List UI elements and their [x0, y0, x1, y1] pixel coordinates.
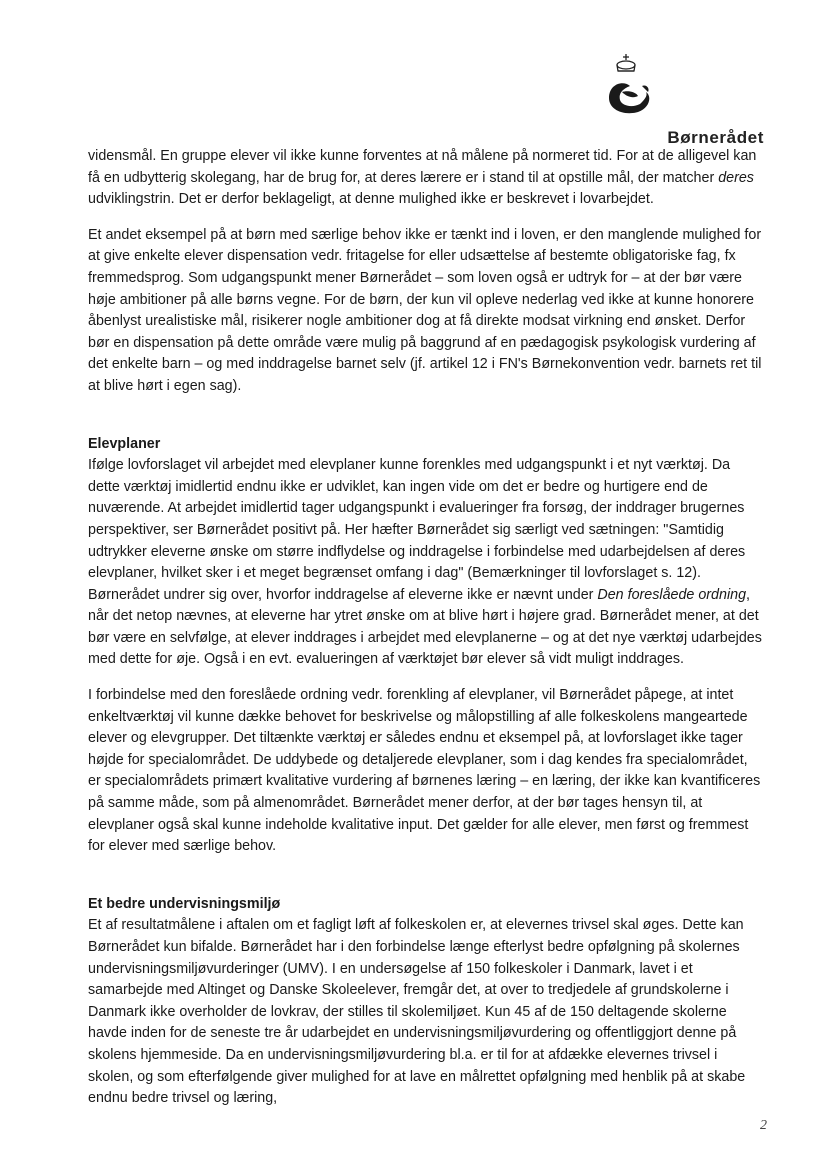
- paragraph-3: [88, 455, 764, 671]
- paragraph-1: [88, 146, 764, 211]
- page-number: 2: [760, 1118, 767, 1133]
- document-body: [88, 146, 764, 1110]
- text-run: vidensmål. En gruppe elever vil ikke kunne forventes at nå målene på normeret tid. For at de alligevel kan få en udbytterig skolegang, har de brug for, at deres lærere er i stand til at opstille mål, der matcher: [88, 148, 757, 186]
- text-run: Ifølge lovforslaget vil arbejdet med elevplaner kunne forenkles med udgangspunkt i et nyt værktøj. Da dette værktøj imidlertid endnu ikke er udviklet, kan ingen vide om det er bedre og hurtigere end de nuværende. At arbejdet imidlertid tager udgangspunkt i evalueringer fra forsøg, der inddrager brugernes perspektiver, ser Børnerådet positivt på. Her hæfter Børnerådet sig særligt ved sætningen: "Samtidig udtrykker eleverne ønske om større indflydelse og inddragelse i forbindelse med udarbejdelsen af deres elevplaner, hvilket sker i et meget begrænset omfang i dag" (Bemærkninger til lovforslaget s. 12). Børnerådet undrer sig over, hvorfor inddragelse af eleverne ikke er nævnt under: [88, 457, 746, 603]
- section-heading-elevplaner: Elevplaner: [88, 435, 161, 452]
- emphasis: Den foreslåede ordning: [597, 586, 747, 603]
- text-run: udviklingstrin. Det er derfor beklageligt, at denne mulighed ikke er beskrevet i lovarbejdet.: [88, 191, 654, 208]
- paragraph-2: Et andet eksempel på at børn med særlige behov ikke er tænkt ind i loven, er den manglende mulighed for at give enkelte elever dispensation vedr. fritagelse for eller udsættelse af bestemte obligatoriske fag, fx fremmedsprog. Som udgangspunkt mener Børnerådet – som loven også er udtryk for – at der bør være høje ambitioner på alle børns vegne. For de børn, der kun vil opleve nederlag ved ikke at kunne honorere åbenlyst urealistiske mål, risikerer nogle ambitioner dog at få direkte modsat virkning end ønsket. Derfor bør en dispensation på dette område være mulig på baggrund af en pædagogisk psykologisk vurdering af det enkelte barn – og med inddragelse barnet selv (jf. artikel 12 i FN's Børnekonvention vedr. barnets ret til at blive hørt i egen sag).: [88, 226, 762, 394]
- emphasis: deres: [718, 169, 754, 186]
- paragraph-4: I forbindelse med den foreslåede ordning vedr. forenkling af elevplaner, vil Børnerådet påpege, at intet enkeltværktøj vil kunne dække behovet for beskrivelse og målopstilling af alle folkeskolens mangeartede elever og elevgrupper. Det tiltænkte værktøj er således endnu et eksempel på, at lovforslaget ikke tager højde for specialområdet. De uddybede og detaljerede elevplaner, som i dag kendes fra specialområdet, er specialområdets primært kvalitative vurdering af børnenes læring – en læring, der ikke kan kvantificeres på samme måde, som på almenområdet. Børnerådet mener derfor, at der bør tages hensyn til, at elevplaner også skal kunne indeholde kvalitative input. Det gælder for alle elever, men først og fremmest for elever med særlige behov.: [88, 687, 761, 855]
- crown-logo-icon: [598, 48, 768, 128]
- paragraph-5: Et af resultatmålene i aftalen om et fagligt løft af folkeskolen er, at elevernes trivsel skal øges. Dette kan Børnerådet kun bifalde. Børnerådet har i den forbindelse længe efterlyst bedre opfølgning på skolernes undervisningsmiljøvurderinger (UMV). I en undersøgelse af 150 folkeskoler i Danmark, lavet i et samarbejde med Altinget og Danske Skoleelever, fremgår det, at over to tredjedele af grundskolerne i Danmark ikke overholder de lovkrav, der stilles til skolemiljøet. Kun 45 af de 150 deltagende skolerne havde inden for de seneste tre år udarbejdet en undervisningsmiljøvurdering og offentliggjort denne på skolens hjemmeside. Da en undervisningsmiljøvurdering bl.a. er til for at afdække elevernes trivsel i skolen, og som efterfølgende giver mulighed for at lave en målrettet opfølgning med henblik på at skabe endnu bedre trivsel og læring,: [88, 917, 746, 1107]
- text-run: , når det netop nævnes, at eleverne har ytret ønske om at blive hørt i højere grad. Børnerådet mener, at det bør være en selvfølge, at elever inddrages i arbejdet med elevplanerne – og at det nye værktøj udarbejdes med dette for øje. Også i en evt. evalueringen af værktøjet bør elever så vidt muligt inddrages.: [88, 586, 762, 668]
- section-heading-undervisningsmiljo: Et bedre undervisningsmiljø: [88, 895, 281, 912]
- brand-name: Børnerådet: [667, 128, 764, 147]
